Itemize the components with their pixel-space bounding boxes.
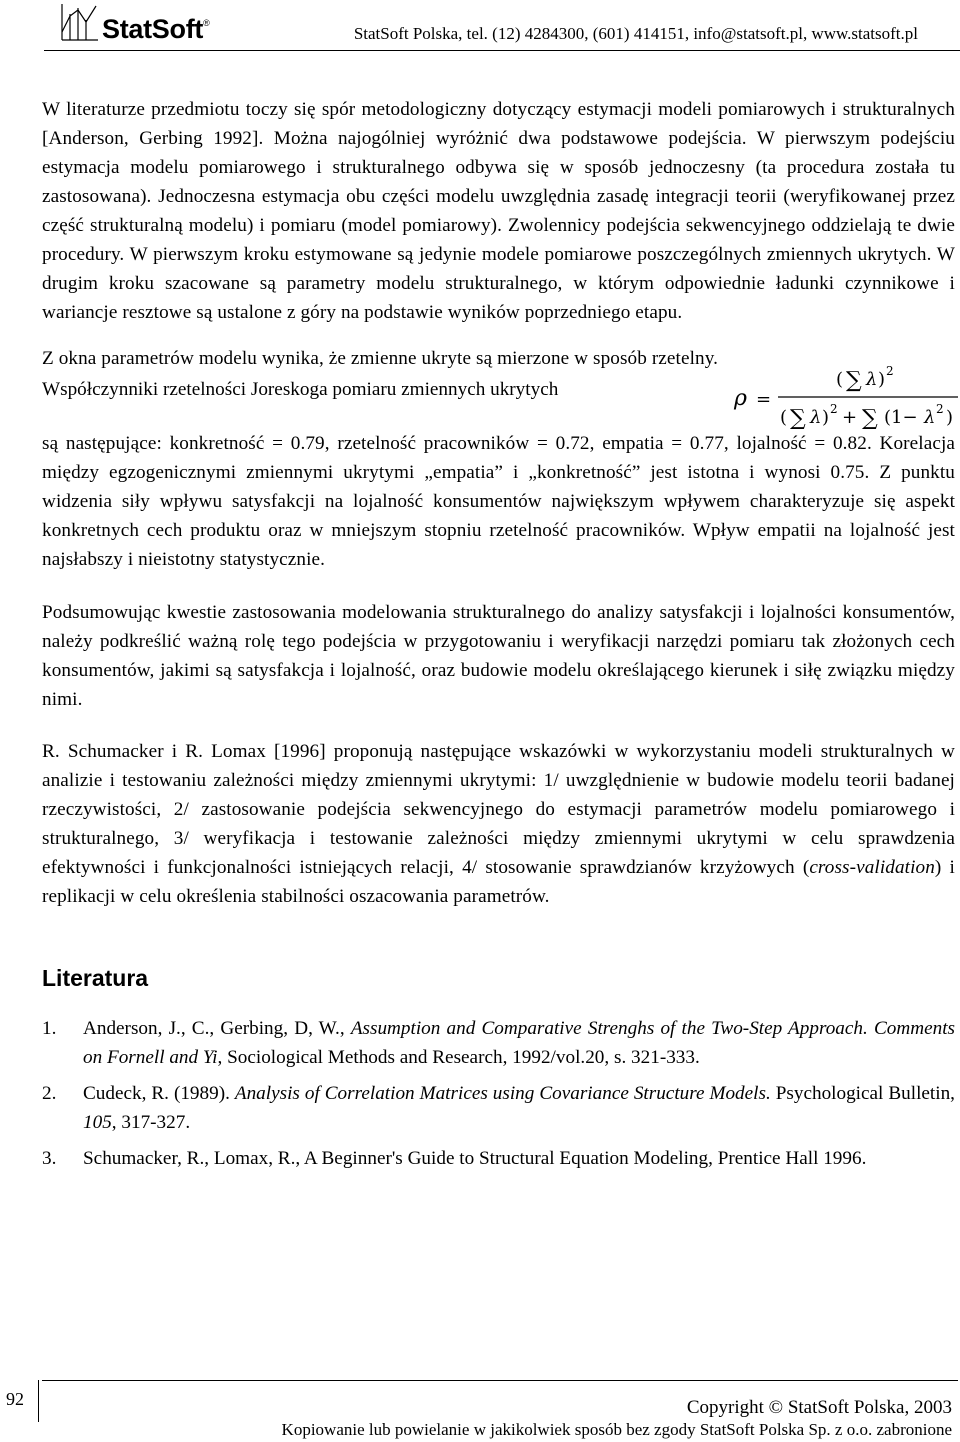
ref2-title: Analysis of Correlation Matrices using Covariance Structure Models. bbox=[234, 1083, 771, 1104]
reference-item bbox=[42, 1015, 955, 1072]
main-content bbox=[42, 95, 955, 1182]
reference-text bbox=[83, 1080, 955, 1137]
formula-den-sum: ∑ bbox=[790, 406, 806, 429]
formula-one-minus: (1− bbox=[884, 407, 918, 428]
ref2-journal: Psychological Bulletin, bbox=[770, 1083, 955, 1104]
reliability-label: Współczynniki rzetelności Joreskoga pomiaru zmiennych ukrytych bbox=[42, 379, 559, 400]
formula-num-lambda: λ bbox=[866, 369, 878, 390]
ref1-source: , Sociological Methods and Research, 1992/vol.20, s. 321-333. bbox=[217, 1046, 700, 1068]
formula-den-lambda: λ bbox=[810, 407, 822, 428]
reference-item bbox=[42, 1080, 955, 1137]
reference-number: 1. bbox=[42, 1018, 57, 1039]
formula-den-sum2: ∑ bbox=[862, 406, 878, 429]
page-number: 92 bbox=[6, 1389, 24, 1409]
formula-den-sq: 2 bbox=[830, 402, 838, 416]
formula-num-sq: 2 bbox=[886, 364, 894, 378]
logo-registered-mark: ® bbox=[203, 18, 210, 28]
page-header bbox=[44, 0, 960, 52]
formula-rho: ρ bbox=[734, 386, 747, 411]
paragraph-reliable: Z okna parametrów modelu wynika, że zmienne ukryte są mierzone w sposób rzetelny. bbox=[42, 348, 719, 369]
joreskog-formula bbox=[732, 363, 958, 429]
copyright: Copyright © StatSoft Polska, 2003 bbox=[686, 1397, 952, 1418]
p5-italic: cross-validation bbox=[809, 857, 935, 878]
header-contact: StatSoft Polska, tel. (12) 4284300, (601) 414151, info@statsoft.pl, www.statsoft.pl bbox=[353, 24, 918, 43]
formula-num-open: ( bbox=[836, 369, 844, 390]
footer-divider bbox=[42, 1380, 958, 1381]
formula-den-close: ) bbox=[822, 407, 830, 428]
ref1-title: Assumption and Comparative Strenghs of the Two-Step Approach. Comments on Fornell and Yi bbox=[83, 1018, 955, 1068]
formula-num-sum: ∑ bbox=[846, 368, 862, 393]
copy-disclaimer: Kopiowanie lub powielanie w jakikolwiek sposób bez zgody StatSoft Polska Sp. z o.o. zabronione bbox=[281, 1420, 952, 1439]
formula-den-close2: ) bbox=[946, 407, 954, 428]
formula-den-open: ( bbox=[780, 407, 788, 428]
ref2-volume: 105 bbox=[83, 1111, 112, 1133]
formula-plus: + bbox=[842, 407, 858, 428]
reference-number: 2. bbox=[42, 1083, 57, 1104]
logo-wordmark bbox=[102, 14, 209, 45]
statsoft-logo-icon bbox=[60, 2, 100, 42]
ref2-pages: , 317-327. bbox=[111, 1111, 191, 1133]
p5-after: ) i replikacji w celu określenia stabilności oszacowania parametrów. bbox=[42, 857, 955, 907]
reference-text bbox=[83, 1015, 955, 1072]
reference-number: 3. bbox=[42, 1148, 57, 1169]
page-footer bbox=[0, 1380, 960, 1442]
paragraph-summary: Podsumowując kwestie zastosowania modelowania strukturalnego do analizy satysfakcji i lojalności konsumentów, należy podkreślić ważną rolę tego podejścia w przygotowaniu i weryfikacji narzędzi pomiaru tak złożonych cech konsumentów, jakimi są satysfakcja i lojalność, oraz budowie modelu określającego kierunek i siłę związku między nimi. bbox=[42, 602, 955, 710]
logo-text: StatSoft bbox=[102, 14, 204, 44]
formula-equals: = bbox=[756, 389, 772, 410]
p5-before: R. Schumacker i R. Lomax [1996] proponują następujące wskazówki w wykorzystaniu modeli strukturalnych w analizie i testowaniu zależności między zmiennymi ukrytymi: 1/ uwzględnienie w budowie modelu teorii badanej rzeczywistości, 2/ zastosowanie podejścia sekwencyjnego do estymacji parametrów modelu pomiarowego i strukturalnego, 3/ weryfikacja i testowanie zależności między zmiennymi ukrytymi w celu sprawdzenia efektywności i funkcjonalności istniejących relacji, 4/ stosowanie sprawdzianów krzyżowych ( bbox=[42, 741, 955, 878]
reference-item bbox=[42, 1145, 955, 1174]
ref2-authors: Cudeck, R. (1989). bbox=[83, 1083, 235, 1104]
paragraph-results: są następujące: konkretność = 0.79, rzetelność pracowników = 0.72, empatia = 0.77, lojalność = 0.82. Korelacja między egzogenicznymi zmiennymi ukrytymi „empatia” i „konkretność” jest istotna i wynosi 0.75. Z punktu widzenia siły wpływu satysfakcji na lojalność konsumentów największym wpływem charakteryzuje się aspekt konkretnych cech produktu oraz w mniejszym stopniu rzetelność pracowników. Wpływ empatii na lojalność jest najsłabszy i nieistotny statystycznie. bbox=[42, 433, 955, 570]
paragraph-estimation: W literaturze przedmiotu toczy się spór metodologiczny dotyczący estymacji modeli pomiarowych i strukturalnych [Anderson, Gerbing 1992]. Można najogólniej wyróżnić dwa podstawowe podejścia. W pierwszym podejściu estymacja modelu pomiarowego i strukturalnego odbywa się w sposób jednoczesny (ta procedura została tu zastosowana). Jednoczesna estymacja obu części modelu uwzględnia zasadę integracji teorii (weryfikowanej przez część strukturalną modelu) i pomiaru (model pomiarowy). Zwolennicy podejścia sekwencyjnego oddzielają te dwie procedury. W pierwszym kroku estymowane są jedynie modele pomiarowe poszczególnych zmiennych ukrytych. W drugim kroku szacowane są parametry modelu strukturalnego, w którym odpowiednie ładunki czynnikowe i wariancje resztowe są ustalone z góry na podstawie wyników poprzedniego etapu. bbox=[42, 99, 955, 323]
formula-den-sq2: 2 bbox=[936, 402, 944, 416]
literature-heading: Literatura bbox=[42, 965, 149, 991]
formula-den-lambda2: λ bbox=[924, 407, 936, 428]
header-divider bbox=[44, 50, 960, 51]
reference-text: Schumacker, R., Lomax, R., A Beginner's Guide to Structural Equation Modeling, Prentice Hall 1996. bbox=[83, 1148, 867, 1169]
formula-num-close: ) bbox=[878, 369, 886, 390]
ref1-authors: Anderson, J., C., Gerbing, D, W., bbox=[83, 1018, 351, 1039]
paragraph-recommendations bbox=[42, 737, 955, 911]
reliability-formula-row bbox=[42, 364, 955, 429]
